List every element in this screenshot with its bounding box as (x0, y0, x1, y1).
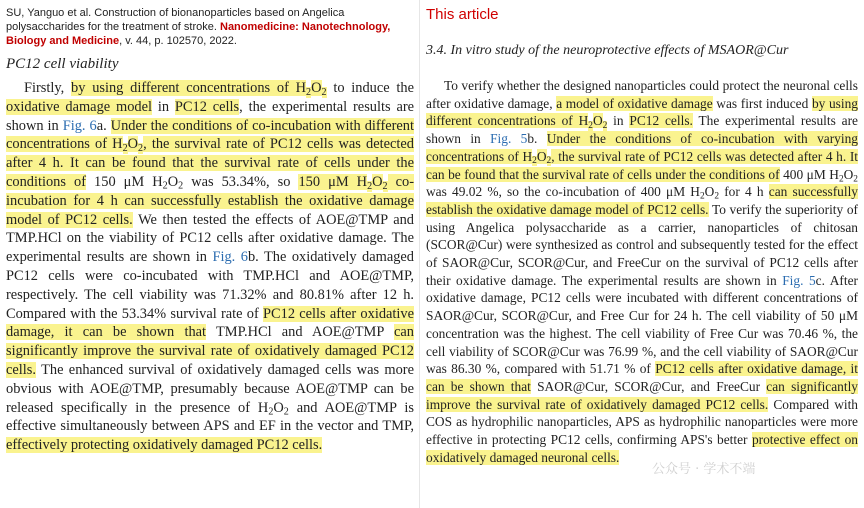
highlighted-text: effectively protecting oxidatively damaged PC12 cells. (6, 437, 323, 454)
highlighted-text: by using different concentrations of H (71, 80, 307, 96)
highlighted-text: by using different concentrations of H (426, 95, 858, 129)
paragraph-text: c. After oxidative damage, PC12 cells were incubated with different concentrations of SAOR@Cur, SCOR@Cur, and Free Cur for 24 h. The cell viability of 50 μM concentration was the highest. The cell viability of Free Cur was 70.46 %, the cell viability of SCOR@Cur was 76.99 %, and the cell viability of SAOR@Cur was 86.30 %, compared with 51.71 % of (426, 272, 858, 377)
paragraph-text: O (167, 173, 179, 190)
paragraph-text: O (273, 399, 284, 416)
highlighted-text: PC12 cells. (629, 113, 693, 129)
highlighted-text: O (536, 148, 547, 164)
paragraph-text: TMP.HCl and AOE@TMP (206, 324, 395, 341)
highlighted-text: can successfully establish the oxidative damage model of PC12 cells. (426, 184, 858, 217)
subscript: 2 (699, 191, 705, 202)
paragraph-text: a. (96, 117, 111, 134)
paragraph-text: SAOR@Cur, SCOR@Cur, and FreeCur (530, 378, 767, 394)
highlighted-text: O (127, 136, 139, 153)
highlighted-text: co-incubation for 4 h can successfully establish the oxidative damage model of PC12 cells. (6, 173, 415, 228)
subscript: 2 (162, 180, 168, 192)
source-paper-panel (6, 0, 414, 455)
paragraph-text: The enhanced survival of oxidatively damaged cells was more obvious with AOE@TMP, presumably because AOE@TMP can be released specifically in the presence of H (6, 361, 414, 416)
watermark-text: 公众号 · 学术不端 (652, 462, 756, 477)
paragraph-text: for 4 h (719, 184, 769, 200)
subscript: 2 (283, 406, 289, 418)
highlighted-text: O (372, 173, 383, 190)
subscript: 2 (838, 173, 844, 184)
figure-link[interactable]: Fig. 6 (62, 117, 97, 134)
highlighted-text: 2 (546, 156, 552, 167)
paragraph-text: to induce the (326, 80, 414, 96)
highlighted-text: 2 (532, 156, 537, 167)
highlighted-text: Under the conditions of co-incubation with different concentrations of H (6, 117, 414, 153)
paragraph-text: and AOE@TMP is effective simultaneously between APS and EF in the vector and TMP, (6, 399, 414, 435)
highlighted-text: can significantly improve the survival rate of oxidatively damaged PC12 cells. (426, 378, 859, 412)
highlighted-text: , the survival rate of PC12 cells was detected after 4 h. It can be found that the survival rate of cells under the conditions of (426, 148, 859, 182)
highlighted-text: can significantly improve the survival rate of oxidatively damaged PC12 cells. (6, 324, 415, 378)
paragraph-text: in (151, 98, 175, 115)
highlighted-text: Under the conditions of co-incubation with varying concentrations of H (426, 131, 858, 164)
figure-link[interactable]: Fig. 6 (212, 249, 248, 266)
paragraph-text: was 49.02 %, so the co-incubation of 400 μM H (426, 184, 700, 200)
paragraph-text: The experimental results are shown in (426, 113, 858, 147)
figure-link[interactable]: Fig. 5 (782, 272, 816, 288)
subscript: 2 (853, 173, 858, 184)
this-article-panel (426, 0, 858, 466)
paragraph-text: was first induced (712, 95, 812, 111)
highlighted-text: protective effect on oxidatively damaged neuronal cells. (426, 432, 858, 465)
highlighted-text: PC12 cells after oxidative damage, it can be shown that (426, 361, 859, 394)
subscript: 2 (268, 406, 274, 418)
paragraph-text: in (607, 113, 630, 129)
paragraph-text: O (843, 166, 854, 182)
highlighted-text: O (592, 113, 603, 129)
highlighted-text: 2 (602, 120, 608, 131)
highlighted-text: 2 (588, 120, 593, 131)
paragraph-text: b. The oxidatively damaged PC12 cells were co-incubated with TMP.HCl and AOE@TMP, respectively. The cell viability was 71.32% and 80.81% after 12 h. Compared with the 53.34% survival rate of (6, 249, 415, 322)
highlighted-text: a model of oxidative damage (556, 95, 713, 111)
paragraph-text: To verify the superiority of using Angelica polysaccharide as a carrier, nanoparticles of chitosan (SCOR@Cur) were synthesized as control and subsequently tested for the effect of SAOR@Cur, SCOR@Cur, and FreeCur on the survival of PC12 cells after their oxidative damage. The experimental results are shown in (426, 201, 859, 288)
citation-journal: Nanomedicine: Nanotechnology, Biology and Medicine (6, 21, 391, 47)
highlighted-text: 2 (382, 180, 388, 192)
citation-text: SU, Yanguo et al. Construction of bionanoparticles based on Angelica polysaccharides for the treatment of stroke. (6, 7, 345, 33)
paragraph-text: , the experimental results are shown in (6, 98, 415, 134)
column-divider (419, 0, 420, 508)
highlighted-text: 150 μM H (298, 173, 368, 190)
citation (6, 6, 414, 48)
figure-link[interactable]: Fig. 5 (490, 131, 528, 147)
highlighted-text: 2 (122, 142, 128, 154)
highlighted-text: 2 (321, 86, 327, 98)
highlighted-text: , the survival rate of PC12 cells was detected after 4 h. It can be found that the survival rate of cells under the conditions of (6, 136, 414, 190)
highlighted-text: PC12 cells after oxidative damage, it can be shown that (6, 305, 414, 341)
paragraph-text: Compared with COS as hydrophilic nanoparticles, APS as hydrophilic nanoparticles were more effective in protecting PC12 cells, confirming APS's better (426, 396, 859, 448)
paragraph-text: 150 μM H (86, 173, 163, 190)
paragraph-text: b. (527, 131, 547, 147)
paragraph-text: To verify whether the designed nanoparticles could protect the neuronal cells after oxidative damage, (426, 78, 858, 111)
section-heading-right: 3.4. In vitro study of the neuroprotective effects of MSAOR@Cur (426, 43, 789, 58)
right-paragraph (426, 77, 858, 466)
highlighted-text: 2 (138, 142, 144, 154)
section-heading-left: PC12 cell viability (6, 56, 119, 72)
paragraph-text: O (704, 184, 715, 200)
paragraph-text: was 53.34%, so (183, 173, 299, 190)
left-paragraph (6, 79, 414, 455)
highlighted-text: 2 (306, 86, 312, 98)
highlighted-text: oxidative damage model (6, 98, 152, 115)
highlighted-text: O (311, 80, 322, 96)
this-article-label: This article (426, 6, 499, 23)
highlighted-text: 2 (367, 180, 373, 192)
paragraph-text: Firstly, (24, 80, 72, 96)
paragraph-text: We then tested the effects of AOE@TMP and TMP.HCl on the viability of PC12 cells after oxidative damage. The experimental results are shown in (6, 211, 414, 266)
highlighted-text: PC12 cells (174, 98, 240, 115)
citation-volume: , v. 44, p. 102570, 2022. (119, 35, 237, 47)
subscript: 2 (178, 180, 184, 192)
paragraph-text: 400 μM H (779, 166, 839, 182)
subscript: 2 (714, 191, 720, 202)
